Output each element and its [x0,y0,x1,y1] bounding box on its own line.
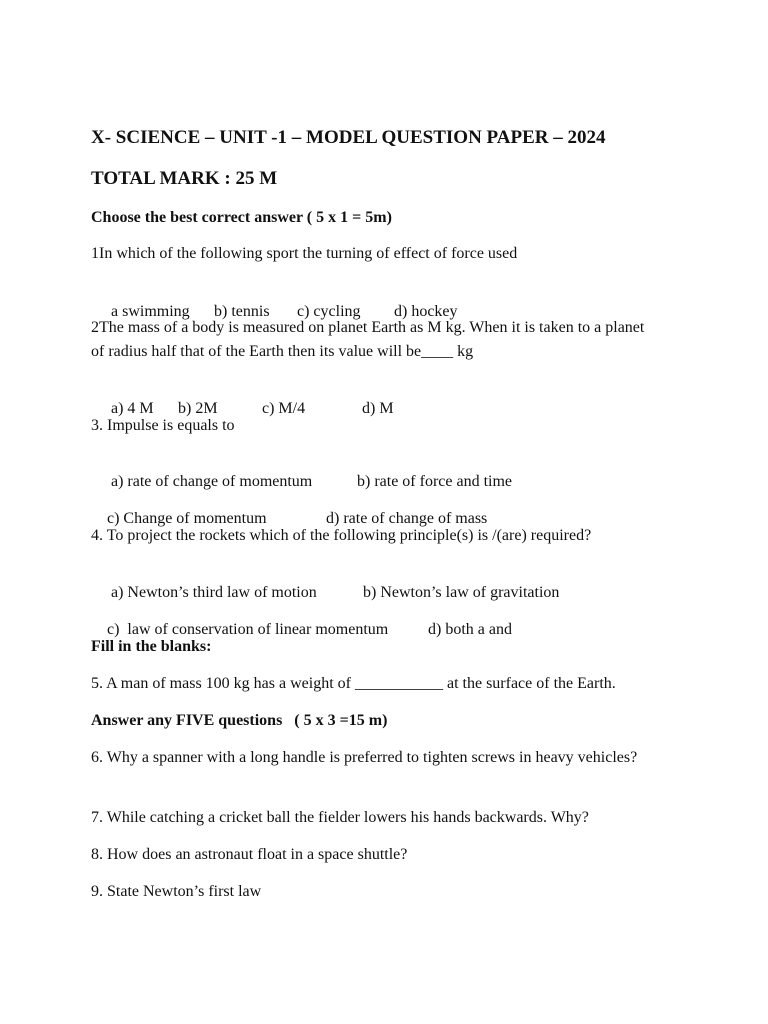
question-1: 1In which of the following sport the turning of effect of force used [91,245,518,262]
section-heading-answer-five: Answer any FIVE questions ( 5 x 3 =15 m) [91,712,388,729]
question-9: 9. State Newton’s first law [91,883,262,900]
option-a: a) Newton’s third law of motion [107,584,317,601]
question-2: 2The mass of a body is measured on planet Earth as M kg. When it is taken to a planet of radius half that of the Earth then its value will be____ kg [91,319,645,360]
option-c: c) M/4 [262,400,306,417]
option-a: a) rate of change of momentum [107,473,313,490]
option-d: d) rate of change of mass [326,510,488,527]
option-c: c) law of conservation of linear momentum [107,621,389,638]
option-a: a) 4 M [107,400,154,417]
section-heading-choose: Choose the best correct answer ( 5 x 1 = 5m) [91,209,392,226]
question-5: 5. A man of mass 100 kg has a weight of ___________ at the surface of the Earth. [91,675,616,692]
option-d: d) M [362,400,394,417]
option-b: b) tennis [214,303,270,320]
option-c: c) Change of momentum [107,510,267,527]
section-heading-fill-blanks: Fill in the blanks: [91,638,212,655]
option-d: d) hockey [394,303,458,320]
question-7: 7. While catching a cricket ball the fielder lowers his hands backwards. Why? [91,809,589,826]
option-b: b) 2M [178,400,218,417]
question-3: 3. Impulse is equals to [91,417,235,434]
option-c: c) cycling [297,303,361,320]
option-b: b) rate of force and time [357,473,513,490]
option-a: a swimming [107,303,190,320]
question-6: 6. Why a spanner with a long handle is preferred to tighten screws in heavy vehicles? [91,749,638,766]
question-4: 4. To project the rockets which of the following principle(s) is /(are) required? [91,527,592,544]
question-8: 8. How does an astronaut float in a space shuttle? [91,846,408,863]
total-mark: TOTAL MARK : 25 M [91,168,278,189]
option-d: d) both a and [428,621,512,638]
paper-title: X- SCIENCE – UNIT -1 – MODEL QUESTION PAPER – 2024 [91,127,606,148]
option-b: b) Newton’s law of gravitation [363,584,560,601]
